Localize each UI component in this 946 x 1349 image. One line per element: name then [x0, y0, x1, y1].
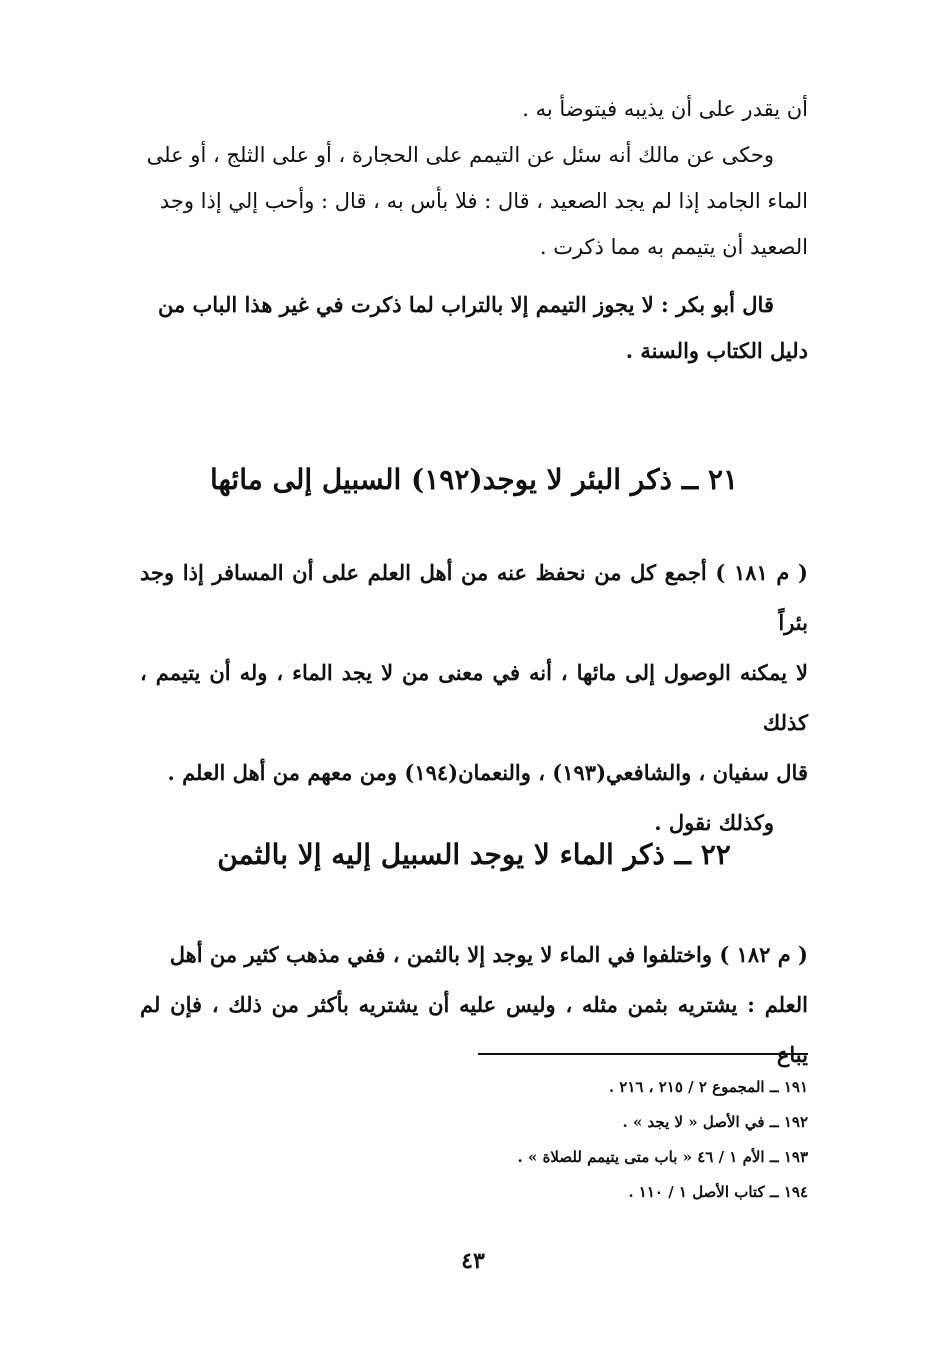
text-line: ( م ١٨٢ ) واختلفوا في الماء لا يوجد إلا بالثمن ، ففي مذهب كثير من أهل [169, 942, 808, 967]
text-line: الصعيد أن يتيمم به مما ذكرت . [539, 235, 808, 259]
text-line: وكذلك نقول . [654, 810, 774, 835]
text-line: ( م ١٨١ ) أجمع كل من نحفظ عنه من أهل العلم على أن المسافر إذا وجد بئراً [140, 560, 808, 635]
text-line: العلم : يشتريه بثمن مثله ، وليس عليه أن يشتريه بأكثر من ذلك ، فإن لم يباع [140, 992, 808, 1067]
section-22-paragraph [140, 930, 808, 1080]
text-line: قال سفيان ، والشافعي(١٩٣) ، والنعمان(١٩٤) ومن معهم من أهل العلم . [167, 760, 808, 785]
text-line: قال أبو بكر : لا يجوز التيمم إلا بالتراب لما ذكرت في غير هذا الباب من [157, 292, 774, 317]
footnote: ١٩٤ ــ كتاب الأصل ١ / ١١٠ . [628, 1183, 808, 1201]
section-21-paragraph [140, 548, 808, 848]
footnote: ١٩٢ ــ في الأصل « لا يجد » . [622, 1113, 808, 1131]
text-line: وحكى عن مالك أنه سئل عن التيمم على الحجارة ، أو على الثلج ، أو على [146, 143, 774, 167]
footnote: ١٩٣ ــ الأم ١ / ٤٦ « باب متى يتيمم للصلاة » . [517, 1148, 808, 1166]
footnote-divider [478, 1053, 808, 1055]
section-heading-22: ٢٢ ــ ذكر الماء لا يوجد السبيل إليه إلا بالثمن [217, 838, 731, 871]
text-line: لا يمكنه الوصول إلى مائها ، أنه في معنى من لا يجد الماء ، وله أن يتيمم ، كذلك [140, 660, 808, 735]
footnote: ١٩١ ــ المجموع ٢ / ٢١٥ ، ٢١٦ . [608, 1078, 808, 1096]
text-line: الماء الجامد إذا لم يجد الصعيد ، قال : فلا بأس به ، قال : وأحب إلي إذا وجد [159, 189, 808, 213]
text-line: أن يقدر على أن يذيبه فيتوضأ به . [522, 97, 808, 121]
section-heading-21: ٢١ ــ ذكر البئر لا يوجد(١٩٢) السبيل إلى مائها [209, 463, 739, 496]
page-number: ٤٣ [461, 1248, 485, 1274]
footnotes [300, 1070, 808, 1210]
text-line: دليل الكتاب والسنة . [625, 338, 808, 363]
opening-paragraph [140, 86, 808, 374]
